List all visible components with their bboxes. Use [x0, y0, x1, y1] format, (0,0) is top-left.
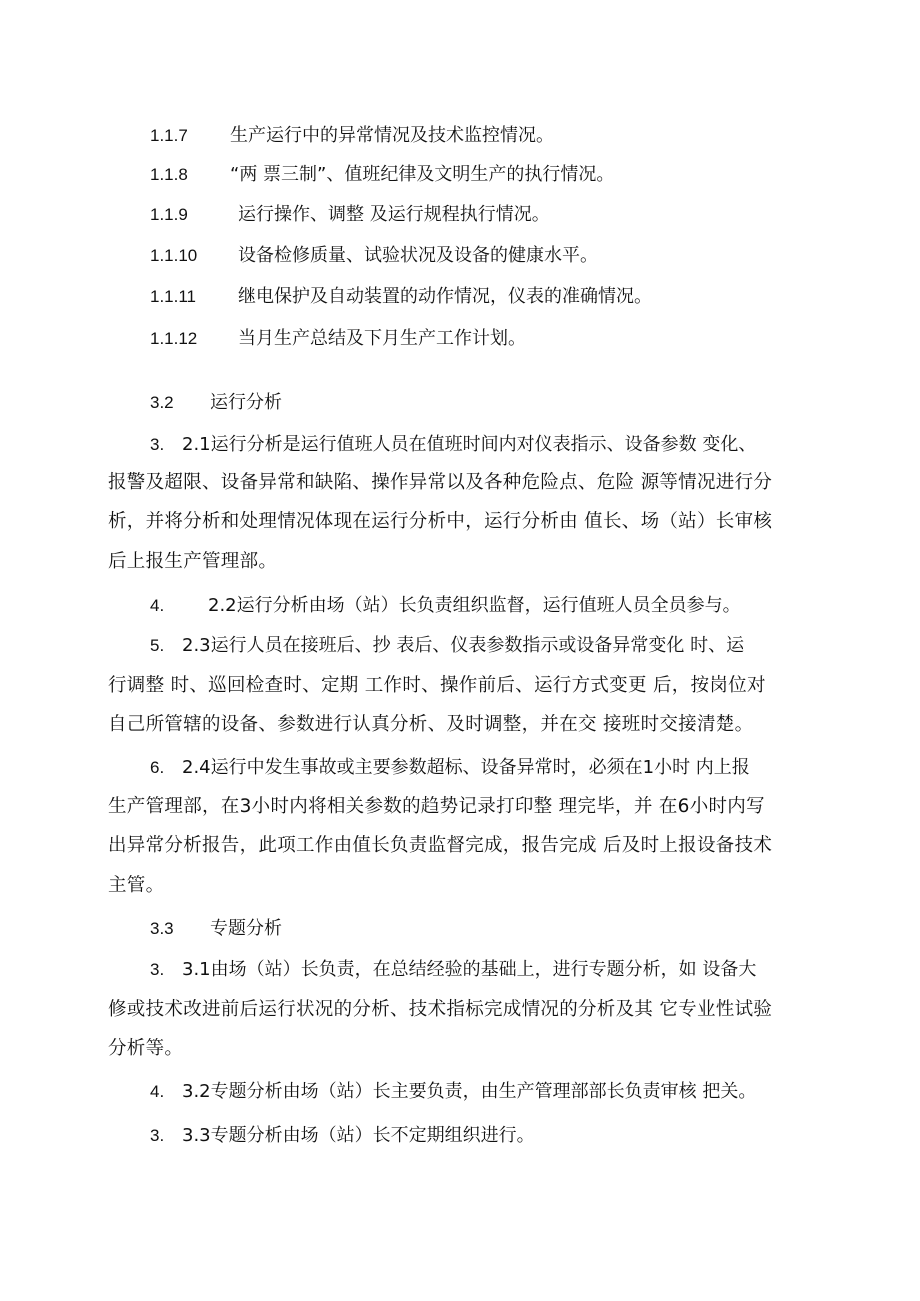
section-number: 3.3 [150, 919, 174, 938]
paragraph-line: 出异常分析报告，此项工作由值长负责监督完成，报告完成 后及时上报设备技术 [108, 835, 773, 856]
paragraph-line: 2.3运行人员在接班后、抄 表后、仪表参数指示或设备异常变化 时、运 [182, 635, 745, 656]
item-text: 设备检修质量、试验状况及设备的健康水平。 [238, 245, 598, 266]
paragraph-line: 修或技术改进前后运行状况的分析、技术指标完成情况的分析及其 它专业性试验 [108, 999, 773, 1020]
section-title: 运行分析 [210, 392, 282, 413]
paragraph-line: 报警及超限、设备异常和缺陷、操作异常以及各种危险点、危险 源等情况进行分 [108, 472, 773, 493]
section-title: 专题分析 [210, 918, 282, 939]
paragraph-line: 主管。 [108, 875, 165, 896]
paragraph-number: 3. [150, 435, 165, 454]
paragraph-line: 自己所管辖的设备、参数进行认真分析、及时调整，并在交 接班时交接清楚。 [108, 714, 754, 735]
item-number: 1.1.7 [150, 126, 188, 145]
item-number: 1.1.10 [150, 246, 198, 265]
paragraph-line: 分析等。 [108, 1038, 184, 1059]
paragraph-line: 2.4运行中发生事故或主要参数超标、设备异常时，必须在1小时 内上报 [182, 757, 750, 778]
item-text: 生产运行中的异常情况及技术监控情况。 [230, 125, 554, 146]
paragraph-number: 4. [150, 1082, 165, 1101]
item-number: 1.1.11 [150, 287, 197, 306]
paragraph-line: 3.1由场（站）长负责，在总结经验的基础上，进行专题分析，如 设备大 [182, 959, 757, 980]
paragraph-line: 2.2运行分析由场（站）长负责组织监督，运行值班人员全员参与。 [208, 595, 741, 616]
paragraph-number: 5. [150, 636, 165, 655]
paragraph-line: 2.1运行分析是运行值班人员在值班时间内对仪表指示、设备参数 变化、 [182, 434, 757, 455]
paragraph-number: 4. [150, 596, 165, 615]
paragraph-number: 3. [150, 960, 165, 979]
paragraph-line: 生产管理部，在3小时内将相关参数的趋势记录打印整 理完毕，并 在6小时内写 [108, 796, 765, 817]
paragraph-line: 3.3专题分析由场（站）长不定期组织进行。 [182, 1125, 535, 1146]
item-number: 1.1.8 [150, 165, 188, 184]
paragraph-number: 3. [150, 1126, 165, 1145]
paragraph-line: 析，并将分析和处理情况体现在运行分析中，运行分析由 值长、场（站）长审核 [108, 511, 773, 532]
paragraph-line: 后上报生产管理部。 [108, 551, 278, 572]
paragraph-number: 6. [150, 758, 165, 777]
item-number: 1.1.12 [150, 329, 198, 348]
item-text: 当月生产总结及下月生产工作计划。 [238, 328, 526, 349]
paragraph-line: 行调整 时、巡回检查时、定期 工作时、操作前后、运行方式变更 后，按岗位对 [108, 675, 766, 696]
item-text: 继电保护及自动装置的动作情况，仪表的准确情况。 [238, 286, 652, 307]
section-number: 3.2 [150, 393, 174, 412]
item-text: “两 票三制”、值班纪律及文明生产的执行情况。 [230, 164, 615, 185]
paragraph-line: 3.2专题分析由场（站）长主要负责，由生产管理部部长负责审核 把关。 [182, 1081, 757, 1102]
item-number: 1.1.9 [150, 205, 188, 224]
item-text: 运行操作、调整 及运行规程执行情况。 [238, 204, 550, 225]
